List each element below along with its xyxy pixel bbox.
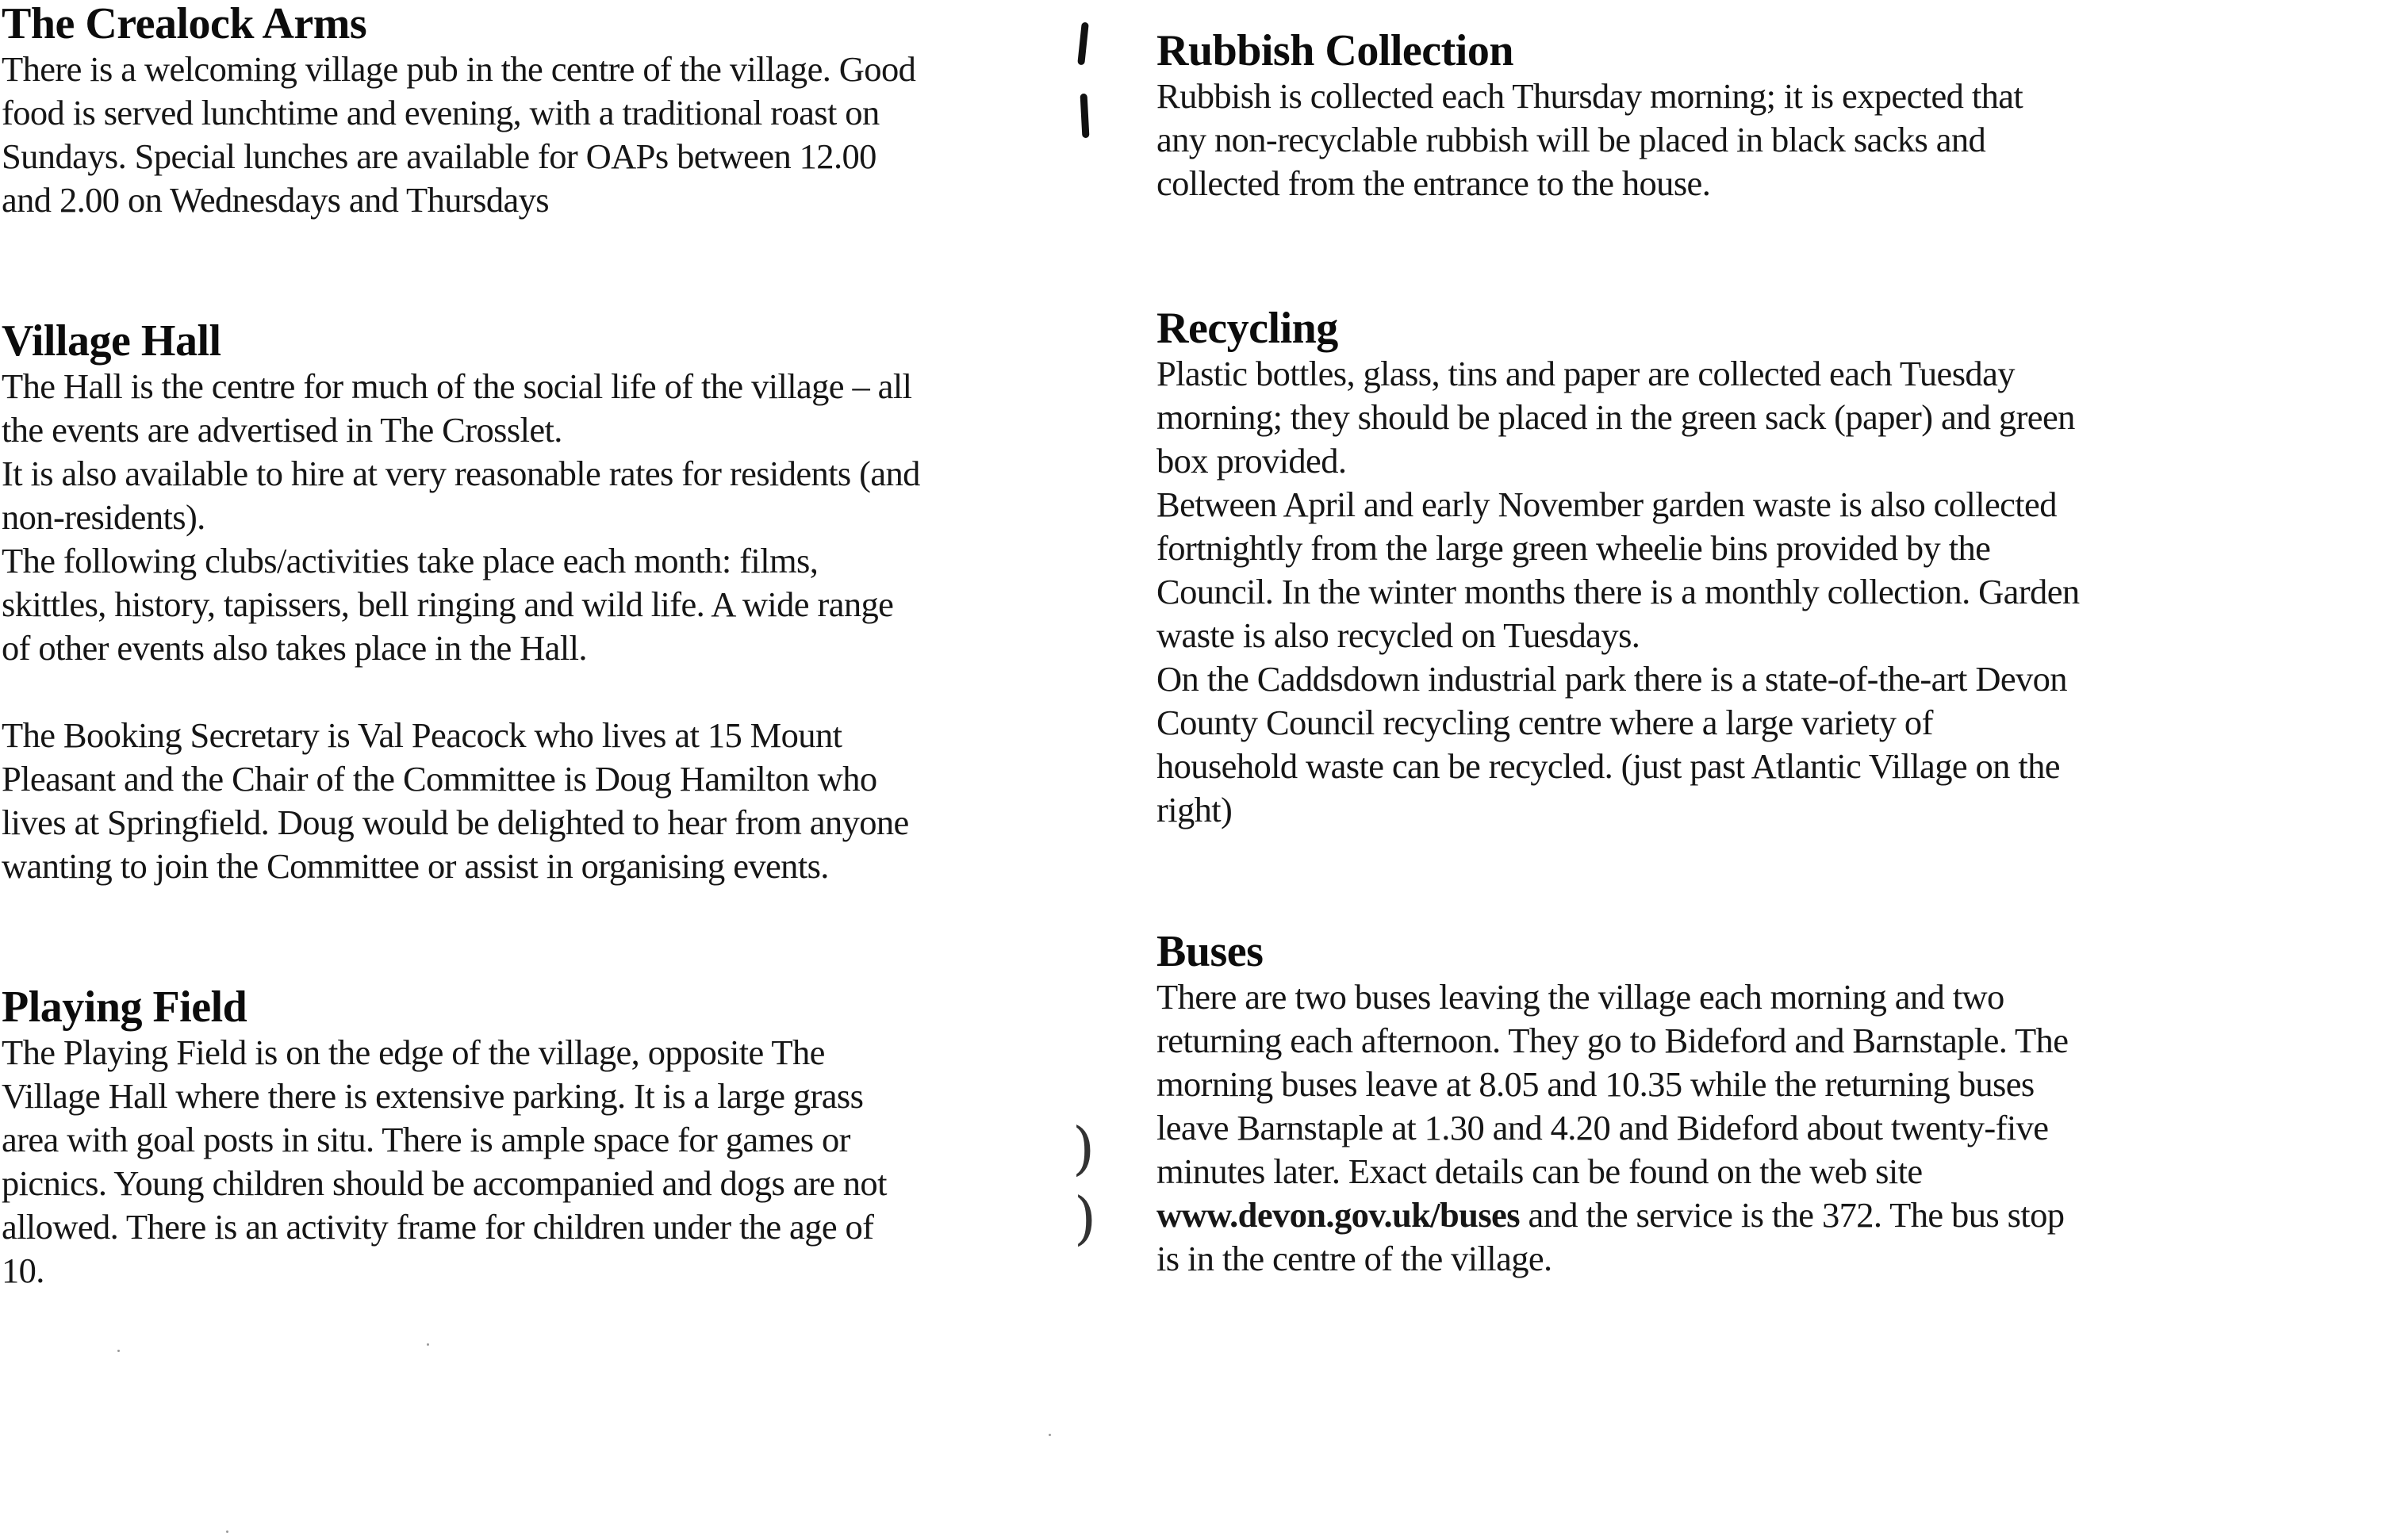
section-body-village-hall-booking: The Booking Secretary is Val Peacock who lives at 15 Mount Pleasant and the Chair of the Committee is Doug Hamilton who lives at Springfield. Doug would be delighted to hear from anyone wanting to join the Committee or assist in organising events. [2,715,909,886]
section-body-playing-field: The Playing Field is on the edge of the village, opposite The Village Hall where there is extensive parking. It is a large grass area with goal posts in situ. There is ample space for games or picnics. Young children should be accompanied and dogs are not allowed. There is an activity frame for children under the age of 10. [2,1032,887,1290]
section-body-crealock-arms: There is a welcoming village pub in the centre of the village. Good food is served lunchtime and evening, with a traditional roast on Sundays. Special lunches are available for OAPs between 12.00 and 2.00 on Wednesdays and Thursdays [2,49,916,220]
section-heading-playing-field: Playing Field [2,983,247,1032]
buses-text-after-url: and the service is the 372. The bus stop is in the centre of the village. [1156,1195,2065,1278]
section-heading-recycling: Recycling [1156,304,1338,353]
section-playing-field [2,983,1025,1293]
section-village-hall [2,317,1025,888]
section-heading-crealock-arms: The Crealock Arms [2,0,367,48]
fold-mark-bracket-2: ) [1074,1185,1097,1251]
fold-mark-upper [1080,94,1090,138]
section-recycling [1156,305,2283,832]
section-heading-rubbish-collection: Rubbish Collection [1156,26,1513,75]
buses-website-link[interactable]: www.devon.gov.uk/buses [1156,1195,1520,1235]
section-body-village-hall: The Hall is the centre for much of the social life of the village – all the events are advertised in The Crosslet. It is also available to hire at very reasonable rates for residents (and non-residents). The following clubs/activities take place each month: films, skittles, history, tapissers, bell ringing and wild life. A wide range of other events also takes place in the Hall. [2,366,920,668]
scan-speck [427,1343,429,1346]
section-buses [1156,928,2283,1281]
section-body-buses [1156,975,2283,1281]
scan-speck [117,1350,120,1352]
section-heading-buses: Buses [1156,927,1264,976]
section-body-recycling: Plastic bottles, glass, tins and paper are collected each Tuesday morning; they should be placed in the green sack (paper) and green box provided. Between April and early November garden waste is also collected fortnightly from the large green wheelie bins provided by the Council. In the winter months there is a monthly collection. Garden waste is also recycled on Tuesdays. On the Caddsdown industrial park there is a state-of-the-art Devon County Council recycling centre where a large variety of household waste can be recycled. (just past Atlantic Village on the right) [1156,354,2080,829]
section-heading-village-hall: Village Hall [2,316,221,366]
section-body-rubbish-collection: Rubbish is collected each Thursday morning; it is expected that any non-recyclable rubbish will be placed in black sacks and collected from the entrance to the house. [1156,76,2023,203]
section-crealock-arms [2,0,1025,222]
section-rubbish-collection [1156,27,2283,205]
scan-speck [1049,1434,1051,1436]
scan-speck [226,1530,228,1533]
fold-mark-top [1077,22,1089,66]
fold-mark-bracket-1: ) [1072,1115,1095,1182]
buses-text-before-url: There are two buses leaving the village each morning and two returning each afternoon. They go to Bideford and Barnstaple. The morning buses leave at 8.05 and 10.35 while the returning buses leave Barnstaple at 1.30 and 4.20 and Bideford about twenty-five minutes later. Exact details can be found on the web site [1156,977,2069,1191]
